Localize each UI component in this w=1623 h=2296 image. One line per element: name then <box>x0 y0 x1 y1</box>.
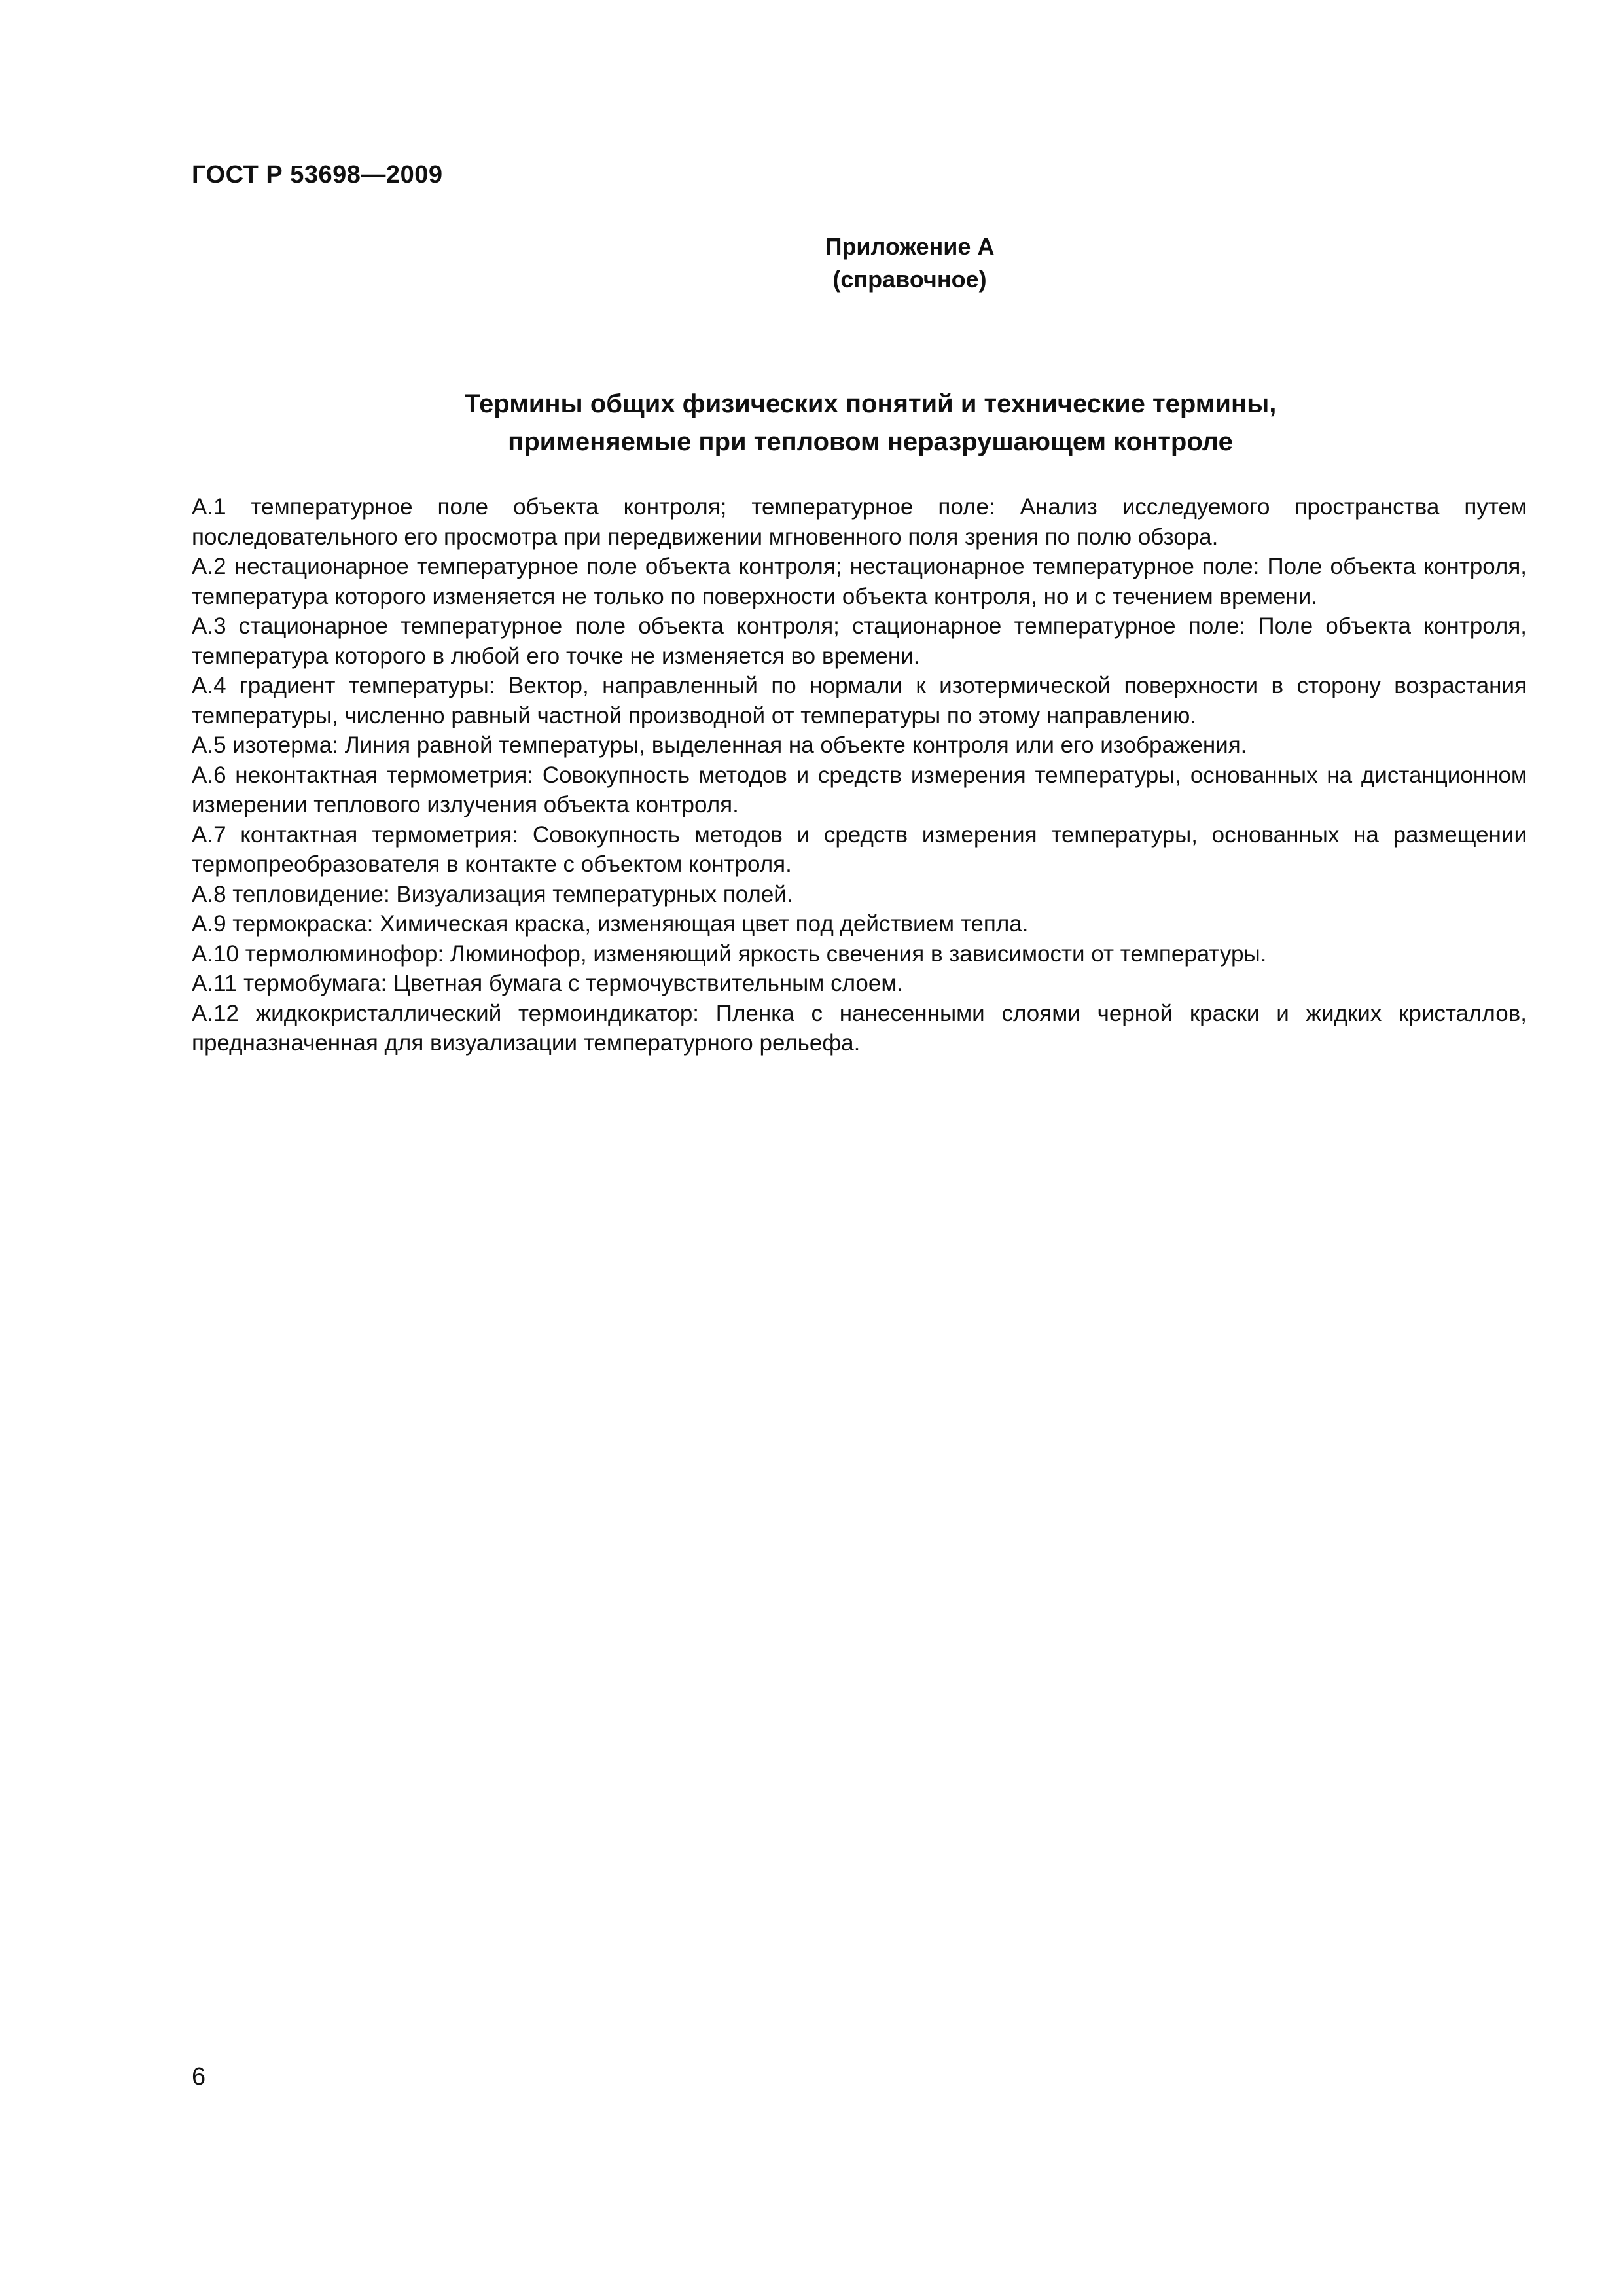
appendix-label: Приложение А <box>825 233 995 260</box>
term-a4: А.4 градиент температуры: Вектор, направленный по нормали к изотермической поверхности в сторону возрастания температуры, численно равный частной производной от температуры по этому направлению. <box>192 673 1527 728</box>
term-a7: А.7 контактная термометрия: Совокупность методов и средств измерения температуры, основанных на размещении термопреобразователя в контакте с объектом контроля. <box>192 821 1527 877</box>
terms-list <box>192 492 1527 1058</box>
term-a8: А.8 тепловидение: Визуализация температурных полей. <box>192 881 793 907</box>
term-a9: А.9 термокраска: Химическая краска, изменяющая цвет под действием тепла. <box>192 911 1029 937</box>
term-a10: А.10 термолюминофор: Люминофор, изменяющий яркость свечения в зависимости от температуры. <box>192 941 1267 967</box>
section-title <box>249 385 1492 461</box>
term-a2: А.2 нестационарное температурное поле объекта контроля; нестационарное температурное поле: Поле объекта контроля, температура которого изменяется не только по поверхности объекта контроля, но и с течением времени. <box>192 554 1527 609</box>
section-title-line-2: применяемые при тепловом неразрушающем контроле <box>508 427 1233 456</box>
term-a11: А.11 термобумага: Цветная бумага с термочувствительным слоем. <box>192 971 904 996</box>
term-a12: А.12 жидкокристаллический термоиндикатор: Пленка с нанесенными слоями черной краски и жидких кристаллов, предназначенная для визуализации температурного рельефа. <box>192 1000 1527 1056</box>
appendix-status: (справочное) <box>832 266 987 293</box>
standard-id-header: ГОСТ Р 53698—2009 <box>192 161 443 188</box>
term-a5: А.5 изотерма: Линия равной температуры, выделенная на объекте контроля или его изображения. <box>192 732 1247 758</box>
page-number: 6 <box>192 2063 206 2090</box>
appendix-heading <box>707 230 1113 296</box>
section-title-line-1: Термины общих физических понятий и технические термины, <box>464 389 1277 418</box>
term-a3: А.3 стационарное температурное поле объекта контроля; стационарное температурное поле: Поле объекта контроля, температура которого в любой его точке не изменяется во времени. <box>192 613 1527 669</box>
term-a6: А.6 неконтактная термометрия: Совокупность методов и средств измерения температуры, основанных на дистанционном измерении теплового излучения объекта контроля. <box>192 762 1527 817</box>
term-a1: А.1 температурное поле объекта контроля; температурное поле: Анализ исследуемого пространства путем последовательного его просмотра при передвижении мгновенного поля зрения по полю обзора. <box>192 494 1527 550</box>
